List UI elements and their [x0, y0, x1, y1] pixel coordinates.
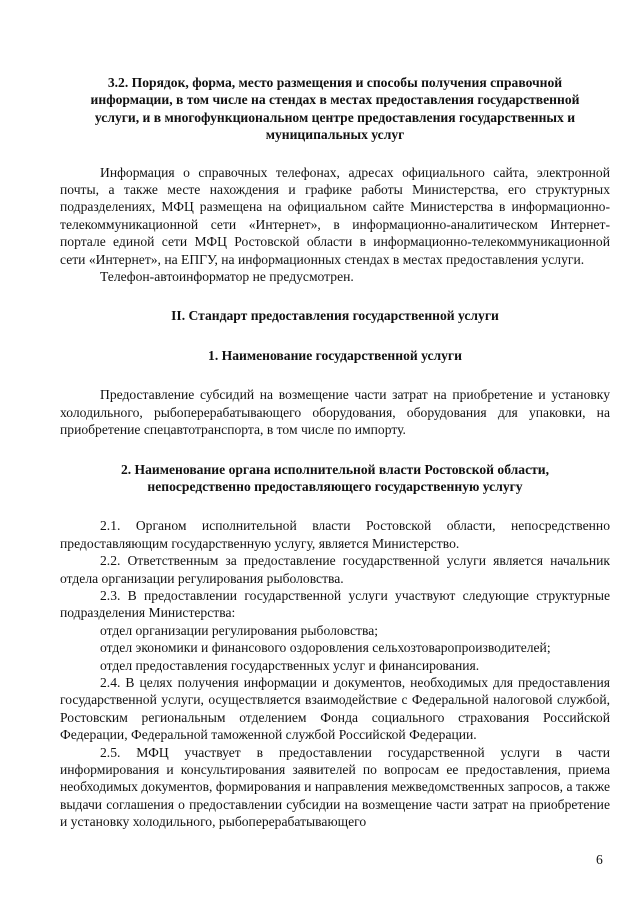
document-page: [60, 74, 610, 831]
list-item: отдел экономики и финансового оздоровления сельхозтоваропроизводителей;: [100, 640, 551, 656]
list-item: отдел предоставления государственных услуг и финансирования.: [100, 657, 480, 673]
section-2-heading: 2. Наименование органа исполнительной власти Ростовской области, непосредственно предоставляющего государственную услугу: [120, 461, 550, 494]
spacer: [60, 144, 610, 164]
section-3-2-heading: 3.2. Порядок, форма, место размещения и способы получения справочной информации, в том числе на стендах в местах предоставления государственной услуги, и в многофункциональном центре предоставления государственных и муниципальных услуг: [90, 75, 580, 143]
list-item: отдел организации регулирования рыболовства;: [100, 622, 379, 638]
paragraph: 2.3. В предоставлении государственной услуги участвуют следующие структурные подразделения Министерства:: [60, 587, 610, 621]
spacer: [60, 495, 610, 517]
page-number: 6: [596, 852, 603, 867]
paragraph: Информация о справочных телефонах, адресах официального сайта, электронной почты, а также месте нахождения и графике работы Министерства, его структурных подразделениях, МФЦ размещена на официальном сайте Министерства в информационно-телекоммуникационной сети «Интернет», в информационно-аналитическом Интернет-портале единой сети МФЦ Ростовской области в информационно-телекоммуникационной сети «Интернет», на ЕПГУ, на информационных стендах в местах предоставления услуги.: [60, 164, 610, 267]
spacer: [60, 285, 610, 307]
paragraph: 2.2. Ответственным за предоставление государственной услуги является начальник отдела организации регулирования рыболовства.: [60, 553, 610, 586]
spacer: [60, 325, 610, 347]
paragraph: Предоставление субсидий на возмещение части затрат на приобретение и установку холодильного, рыбоперерабатывающего оборудования, оборудования для упаковки, на приобретение спецавтотранспорта, в том числе по импорту.: [60, 387, 610, 438]
spacer: [60, 364, 610, 386]
paragraph: 2.5. МФЦ участвует в предоставлении государственной услуги в части информирования и консультирования заявителей по вопросам ее предоставления, приема необходимых документов, формирования и направления межведомственных запросов, а также выдачи соглашения о предоставлении субсидии на возмещение части затрат на приобретение и установку холодильного, рыбоперерабатывающего: [60, 744, 610, 830]
paragraph: 2.1. Органом исполнительной власти Ростовской области, непосредственно предоставляющим государственную услугу, является Министерство.: [60, 518, 610, 551]
section-1-heading: 1. Наименование государственной услуги: [208, 347, 462, 363]
paragraph: Телефон-автоинформатор не предусмотрен.: [100, 269, 354, 285]
paragraph: 2.4. В целях получения информации и документов, необходимых для предоставления государственной услуги, осуществляется взаимодействие с Федеральной налоговой службой, Ростовским региональным отделением Фонда социального страхования Российской Федерации, Федеральной таможенной службой Российской Федерации.: [60, 674, 610, 743]
part-2-heading: II. Стандарт предоставления государственной услуги: [171, 308, 499, 324]
spacer: [60, 439, 610, 461]
